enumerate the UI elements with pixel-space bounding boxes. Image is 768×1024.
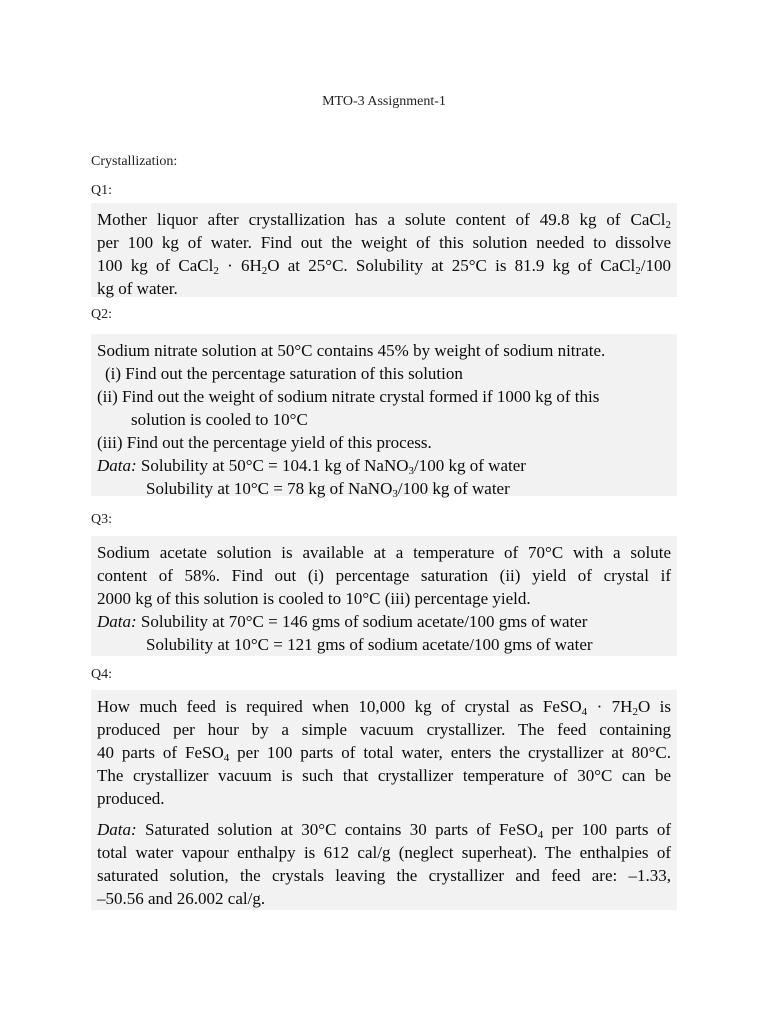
question-label-q2: Q2: (91, 307, 112, 322)
q2-text: Solubility at 10°C = 78 kg of NaNO (146, 479, 393, 498)
question-box-q4 (91, 690, 677, 910)
question-box-q2 (91, 334, 677, 500)
q1-text: · 6H (218, 256, 262, 275)
q3-line: Solubility at 10°C = 121 gms of sodium acetate/100 gms of water (146, 635, 593, 654)
q1-text: Mother liquor after crystallization has a solute content of 49.8 kg of CaCl (97, 210, 666, 229)
q4-line: produced per hour by a simple vacuum crystallizer. The feed containing (97, 720, 671, 739)
subscript: 4 (223, 752, 230, 764)
q2-text: /100 kg of water (397, 479, 510, 498)
question-label-q4: Q4: (91, 667, 112, 682)
q2-line: (ii) Find out the weight of sodium nitrate crystal formed if 1000 kg of this (97, 387, 600, 406)
q4-line: produced. (97, 789, 165, 808)
document-title: MTO-3 Assignment-1 (322, 94, 446, 109)
q4-text: per 100 parts of (543, 820, 671, 839)
data-label: Data: (97, 456, 137, 475)
q2-line (97, 477, 671, 500)
subscript: 3 (392, 488, 398, 500)
q3-text: Solubility at 70°C = 146 gms of sodium acetate/100 gms of water (136, 612, 588, 631)
q2-text: Solubility at 50°C = 104.1 kg of NaNO (136, 456, 409, 475)
q1-line: kg of water. (97, 279, 178, 298)
q2-line (97, 454, 671, 477)
q1-line: per 100 kg of water. Find out the weight of this solution needed to dissolve (97, 233, 671, 252)
question-box-q3 (91, 536, 677, 656)
q3-line: Sodium acetate solution is available at a temperature of 70°C with a solute (97, 543, 671, 562)
subscript: 4 (581, 706, 588, 718)
q4-line (97, 741, 671, 764)
q4-line (97, 818, 671, 841)
q4-line (97, 695, 671, 718)
q3-line: content of 58%. Find out (i) percentage saturation (ii) yield of crystal if (97, 566, 671, 585)
question-label-q3: Q3: (91, 512, 112, 527)
q3-line (97, 610, 671, 633)
q4-text: O is (637, 697, 671, 716)
q4-line: total water vapour enthalpy is 612 cal/g (neglect superheat). The enthalpies of (97, 843, 671, 862)
q4-text: · 7H (587, 697, 633, 716)
q1-text: O at 25°C. Solubility at 25°C is 81.9 kg of CaCl (267, 256, 636, 275)
section-heading: Crystallization: (91, 154, 178, 169)
subscript: 2 (632, 706, 638, 718)
data-label: Data: (97, 612, 137, 631)
q1-text: /100 (640, 256, 671, 275)
q4-line: saturated solution, the crystals leaving the crystallizer and feed are: –1.33, (97, 866, 671, 885)
q2-line: Sodium nitrate solution at 50°C contains 45% by weight of sodium nitrate. (97, 341, 606, 360)
q1-line (97, 208, 671, 231)
subscript: 2 (213, 265, 219, 277)
q2-line: (iii) Find out the percentage yield of this process. (97, 433, 432, 452)
question-label-q1: Q1: (91, 183, 112, 198)
q4-text: 40 parts of FeSO (97, 743, 224, 762)
q4-line: –50.56 and 26.002 cal/g. (97, 889, 266, 908)
data-label: Data: (97, 820, 137, 839)
subscript: 2 (635, 265, 641, 277)
q1-text: 100 kg of CaCl (97, 256, 214, 275)
subscript: 2 (261, 265, 268, 277)
q4-line: The crystallizer vacuum is such that crystallizer temperature of 30°C can be (97, 766, 671, 785)
subscript: 2 (665, 219, 671, 231)
subscript: 4 (537, 829, 544, 841)
question-box-q1 (91, 203, 677, 297)
q2-line: solution is cooled to 10°C (131, 410, 308, 429)
q4-text: Saturated solution at 30°C contains 30 parts of FeSO (136, 820, 538, 839)
q2-line: (i) Find out the percentage saturation of this solution (105, 364, 463, 383)
q4-text: How much feed is required when 10,000 kg of crystal as FeSO (97, 697, 582, 716)
q2-text: /100 kg of water (414, 456, 526, 475)
subscript: 3 (408, 465, 415, 477)
q3-line: 2000 kg of this solution is cooled to 10°C (iii) percentage yield. (97, 589, 531, 608)
q1-line (97, 254, 671, 277)
q4-text: per 100 parts of total water, enters the crystallizer at 80°C. (229, 743, 671, 762)
